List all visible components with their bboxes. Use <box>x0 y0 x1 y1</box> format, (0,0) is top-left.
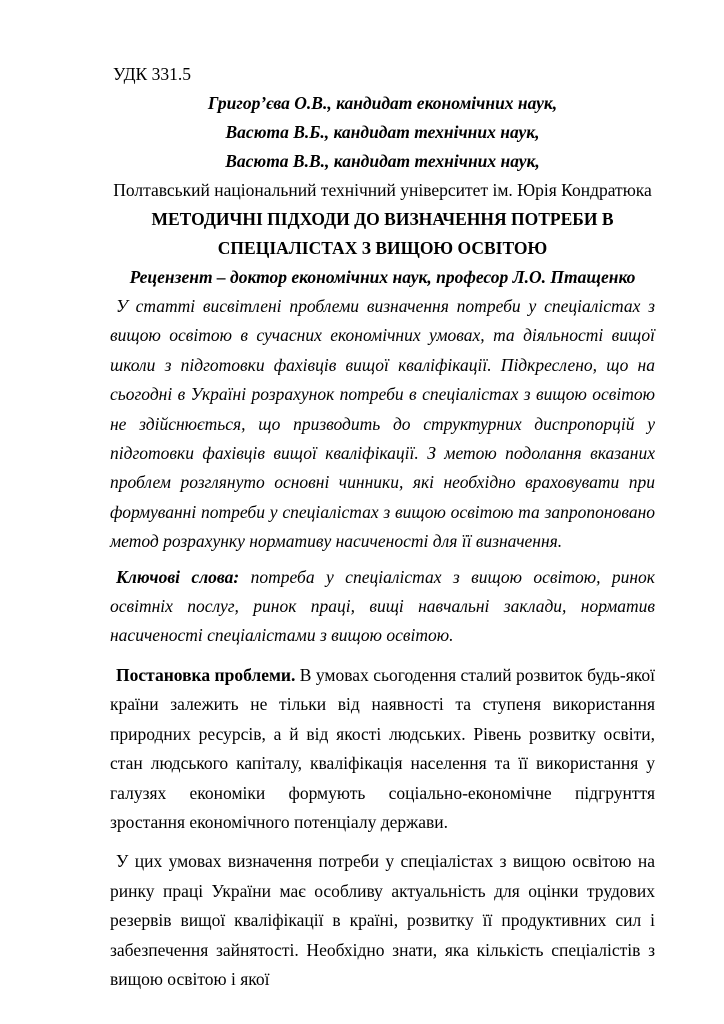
page-column <box>110 60 655 994</box>
keywords <box>110 563 655 651</box>
author-1: Григор’єва О.В., кандидат економічних наук, <box>207 93 558 113</box>
problem-text: В умовах сьогодення сталий розвиток будь-якої країни залежить не тільки від наявності та ступеня використання природних ресурсів, а й від якості людських. Рівень розвитку освіти, стан людського капіталу, кваліфікація населення та її використання у галузях економіки формують соціально-економічне підгрунття зростання економічного потенціалу держави. <box>110 664 655 832</box>
problem-statement <box>110 661 655 837</box>
udk-code: УДК 331.5 <box>113 64 191 84</box>
paragraph-2 <box>110 847 655 994</box>
abstract-text: У статті висвітлені проблеми визначення потреби у спеціалістах з вищою освітою в сучасних економічних умовах, та діяльності вищої школи з підготовки фахівців вищої кваліфікації. Підкреслено, що на сьогодні в Україні розрахунок потреби в спеціалістах з вищою освітою не здійснюється, що призводить до структурних диспропорцій у підготовки фахівців вищої кваліфікації. З метою подолання вказаних проблем розглянуто основні чинники, які необхідно враховувати при формуванні потреби у спеціалістах з вищою освітою та запропоновано метод розрахунку нормативу насиченості для її визначення. <box>110 296 655 552</box>
author-2: Васюта В.Б., кандидат технічних наук, <box>225 122 540 142</box>
problem-label: Постановка проблеми. <box>116 664 296 685</box>
keywords-text: потреба у спеціалістах з вищою освітою, ринок освітніх послуг, ринок праці, вищі навчальні заклади, норматив насиченості спеціалістами з вищою освітою. <box>110 566 655 646</box>
reviewer: Рецензент – доктор економічних наук, професор Л.О. Птащенко <box>129 267 636 287</box>
author-3: Васюта В.В., кандидат технічних наук, <box>225 151 540 171</box>
paragraph-2-text: У цих умовах визначення потреби у спеціалістах з вищою освітою на ринку праці України має особливу актуальність для оцінки трудових резервів вищої кваліфікації в країні, розвитку її продуктивних сил і забезпечення зайнятості. Необхідно знати, яка кількість спеціалістів з вищою освітою і якої <box>110 851 655 989</box>
keywords-label: Ключові слова: <box>116 566 240 587</box>
abstract <box>110 292 655 557</box>
affiliation: Полтавський національний технічний університет ім. Юрія Кондратюка <box>113 180 652 200</box>
article-title-line-2: СПЕЦІАЛІСТАХ З ВИЩОЮ ОСВІТОЮ <box>217 238 548 258</box>
article-title-line-1: МЕТОДИЧНІ ПІДХОДИ ДО ВИЗНАЧЕННЯ ПОТРЕБИ В <box>151 209 614 229</box>
